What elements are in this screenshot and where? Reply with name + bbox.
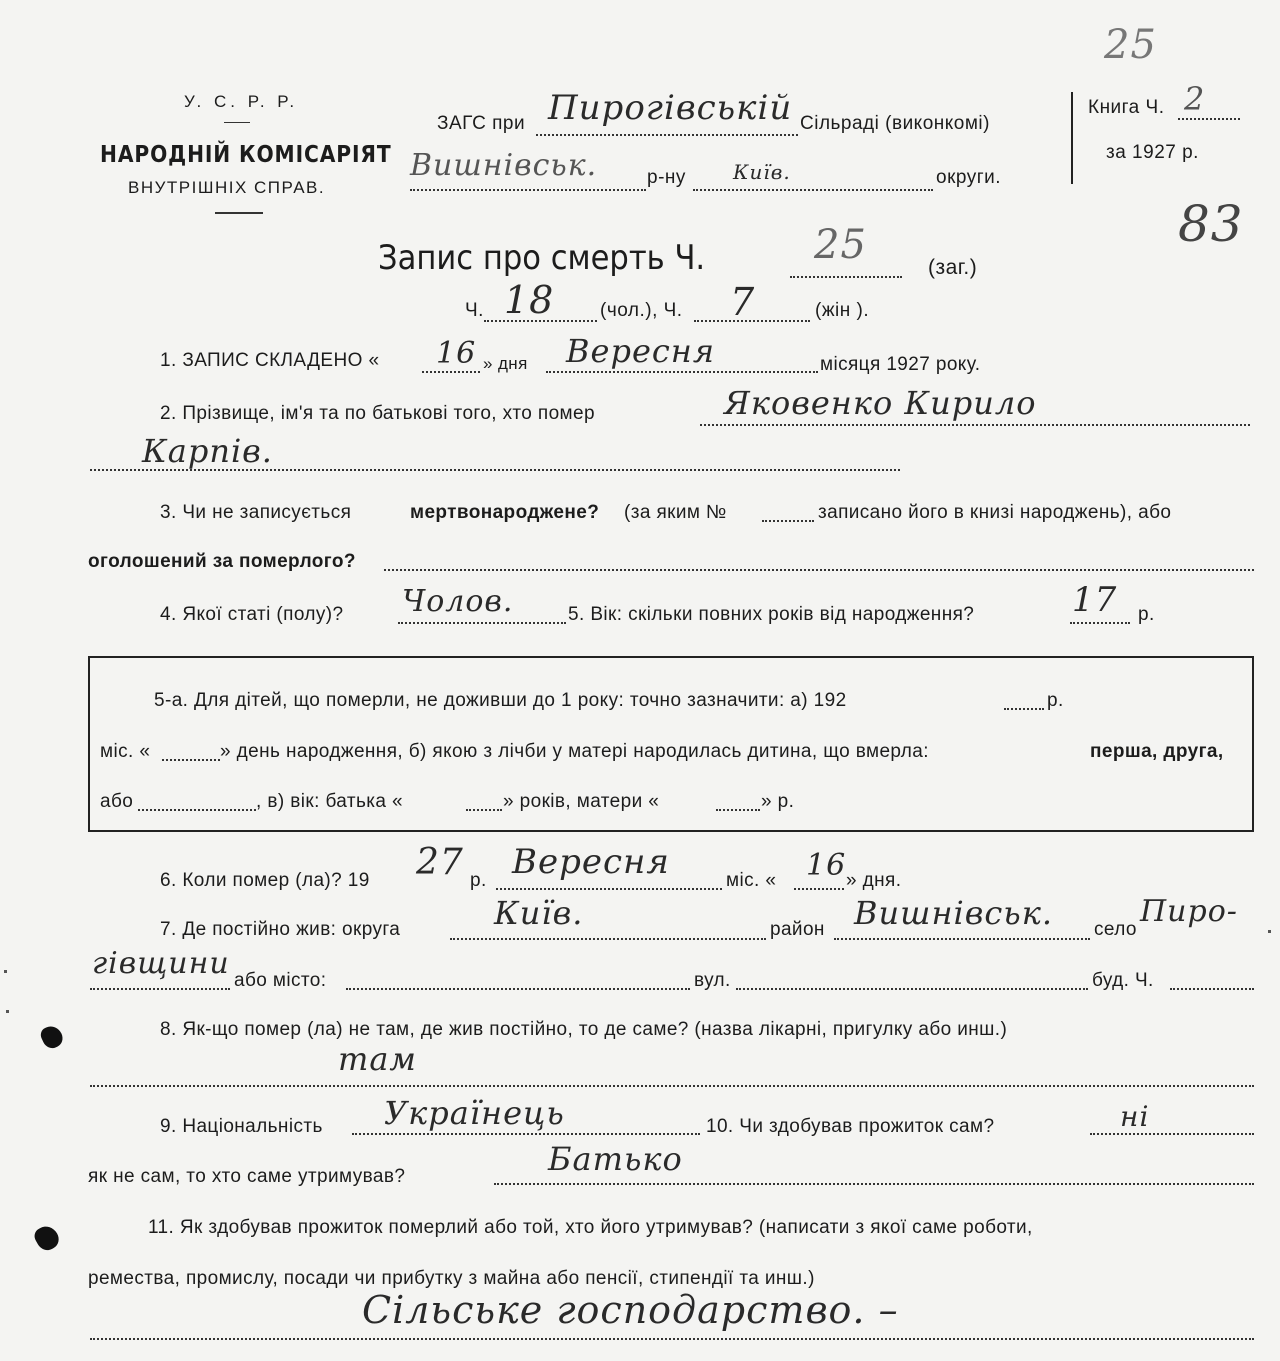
field6-day-line (794, 888, 844, 890)
field6-month: Вересня (512, 842, 670, 882)
rayon-label: р-ну (647, 167, 686, 188)
field7-selo-line (90, 988, 230, 990)
zags-value: Пирогівській (548, 88, 793, 128)
ch-label: Ч. (465, 300, 484, 321)
field8-line (90, 1085, 1254, 1087)
commissariat-title: НАРОДНІЙ КОМІСАРІЯТ (100, 142, 392, 168)
field7-selo-a: Пиро- (1140, 894, 1238, 929)
field10b-label: як не сам, то хто саме утримував? (88, 1166, 406, 1187)
field7-bud-line (1170, 988, 1254, 990)
female-label: (жін ). (815, 300, 870, 321)
field11-label-line1: 11. Як здобував прожиток померлий або той, хто його утримував? (написати з якої саме роботи, (148, 1217, 1033, 1238)
field10b-line (494, 1183, 1254, 1185)
field10b-value: Батько (548, 1140, 683, 1178)
field8-label: 8. Як-що помер (ла) не там, де жив постійно, то де саме? (назва лікарні, пригулку або инш.) (160, 1019, 1008, 1040)
field7-rayon-label: район (770, 919, 825, 940)
field7-okruha: Київ. (494, 894, 584, 932)
field11-value: Сільське господарство. – (362, 1288, 899, 1332)
field7-bud-label: буд. Ч. (1092, 970, 1154, 991)
field11-label-line2: ремества, промислу, посади чи прибутку з майна або пенсії, стипендії та инш.) (88, 1268, 815, 1289)
field2-value-line2: Карпів. (142, 432, 273, 470)
field1-day-line (422, 371, 480, 373)
field9-label: 9. Національність (160, 1116, 323, 1137)
field7-rayon-line (834, 938, 1090, 940)
field4-label: 4. Якої статі (полу)? (160, 604, 344, 625)
okruha-label: округи. (936, 167, 1002, 188)
field8-value: там (338, 1040, 417, 1078)
field2-value-line1: Яковенко Кирило (724, 384, 1037, 422)
field7-selo-b: гівщини (92, 946, 230, 981)
field2-label: 2. Прізвище, ім'я та по батькові того, хто помер (160, 403, 595, 424)
field1-day-suffix: » дня (483, 354, 528, 373)
field4-value: Чолов. (402, 584, 514, 619)
field1-label: 1. ЗАПИС СКЛАДЕНО « (160, 350, 380, 371)
field10-label: 10. Чи здобував прожиток сам? (706, 1116, 995, 1137)
document-title: Запис про смерть Ч. (378, 238, 706, 278)
divider (215, 212, 263, 214)
field5a-month-line (162, 759, 220, 761)
okruha-line (693, 189, 933, 191)
field5a-line1-end: р. (1047, 690, 1064, 711)
field7-selo-label: село (1094, 919, 1137, 940)
field6-month-line (496, 888, 722, 890)
sheet-number: 83 (1178, 195, 1244, 253)
field6-day: 16 (806, 848, 847, 883)
record-suffix: (заг.) (928, 256, 978, 279)
field5a-line2-b: » день народження, б) якою з лічби у матері народилась дитина, що вмерла: (220, 741, 929, 762)
field5a-year-line (1004, 708, 1044, 710)
field5-suffix: р. (1138, 604, 1155, 625)
male-count: 18 (504, 278, 555, 322)
book-value: 2 (1184, 80, 1206, 118)
silradi-label: Сільраді (виконкомі) (800, 113, 990, 134)
field6-year: 27 (416, 842, 464, 883)
field10-value: ні (1120, 1100, 1150, 1133)
zags-label: ЗАГС при (437, 113, 526, 134)
field1-month: Вересня (566, 332, 716, 370)
field5a-line3-c: » років, матери « (503, 791, 660, 812)
field3-label-b: (за яким № (624, 502, 727, 523)
record-number: 25 (814, 222, 867, 268)
male-label: (чол.), Ч. (600, 300, 683, 321)
field5a-line3-d: » р. (761, 791, 795, 812)
field5a-father-line (466, 809, 502, 811)
punch-hole-mark (38, 1023, 65, 1051)
book-label: Книга Ч. (1088, 97, 1165, 118)
page-number: 25 (1104, 22, 1157, 68)
field3-label-a: 3. Чи не записується (160, 502, 352, 523)
field9-value: Українець (384, 1094, 565, 1132)
zags-line (536, 134, 798, 136)
field5-line (1070, 622, 1130, 624)
book-line (1178, 118, 1240, 120)
okruha-value: Київ. (733, 160, 791, 184)
field7-vul-label: вул. (694, 970, 731, 991)
field7-misto-label: або місто: (234, 970, 327, 991)
field3-line (384, 569, 1254, 571)
field7-label: 7. Де постійно жив: округа (160, 919, 401, 940)
field2-line1 (700, 424, 1250, 426)
punch-hole-mark (31, 1222, 62, 1254)
rayon-line (410, 189, 646, 191)
field5a-line1: 5-а. Для дітей, що померли, не доживши до 1 року: точно зазначити: а) 192 (154, 690, 847, 711)
field3-number-line (762, 520, 814, 522)
commissariat-subtitle: ВНУТРІШНІХ СПРАВ. (128, 178, 326, 197)
field5a-line3-b: , в) вік: батька « (256, 791, 403, 812)
field6-day-suffix: » дня. (846, 870, 902, 891)
edge-mark (6, 1010, 9, 1013)
field1-month-line (546, 371, 818, 373)
state-abbreviation: У. С. Р. Р. (184, 92, 299, 111)
field3-declared-dead: оголошений за померлого? (88, 551, 356, 572)
field7-vul-line (736, 988, 1088, 990)
book-bracket (1071, 92, 1073, 184)
field6-label: 6. Коли помер (ла)? 19 (160, 870, 370, 891)
field7-rayon: Вишнівськ. (854, 894, 1053, 932)
field5-value: 17 (1072, 580, 1118, 620)
field1-month-suffix: місяця 1927 року. (820, 354, 981, 375)
book-year: за 1927 р. (1106, 142, 1199, 163)
field5a-line2-a: міс. « (100, 741, 151, 762)
record-number-line (790, 276, 902, 278)
field5-label: 5. Вік: скільки повних років від народження? (568, 604, 975, 625)
field1-day: 16 (436, 336, 477, 371)
female-count: 7 (730, 280, 756, 324)
field3-label-c: записано його в книзі народжень), або (818, 502, 1172, 523)
rayon-value: Вишнівськ. (410, 148, 598, 183)
field7-okruha-line (450, 938, 766, 940)
divider (224, 122, 250, 123)
field6-year-suffix: р. (470, 870, 487, 891)
field5a-mother-line (716, 809, 760, 811)
field5a-order-line (138, 809, 256, 811)
field10-line (1090, 1133, 1254, 1135)
field4-line (398, 622, 566, 624)
field5a-line3-a: або (100, 791, 134, 812)
field5a-birth-order: перша, друга, (1090, 741, 1224, 762)
field6-month-suffix: міс. « (726, 870, 777, 891)
field7-misto-line (346, 988, 690, 990)
field11-line (90, 1338, 1254, 1340)
edge-mark (4, 970, 7, 973)
field9-line (352, 1133, 700, 1135)
field3-stillborn: мертвонароджене? (410, 502, 600, 523)
edge-mark (1268, 930, 1271, 933)
